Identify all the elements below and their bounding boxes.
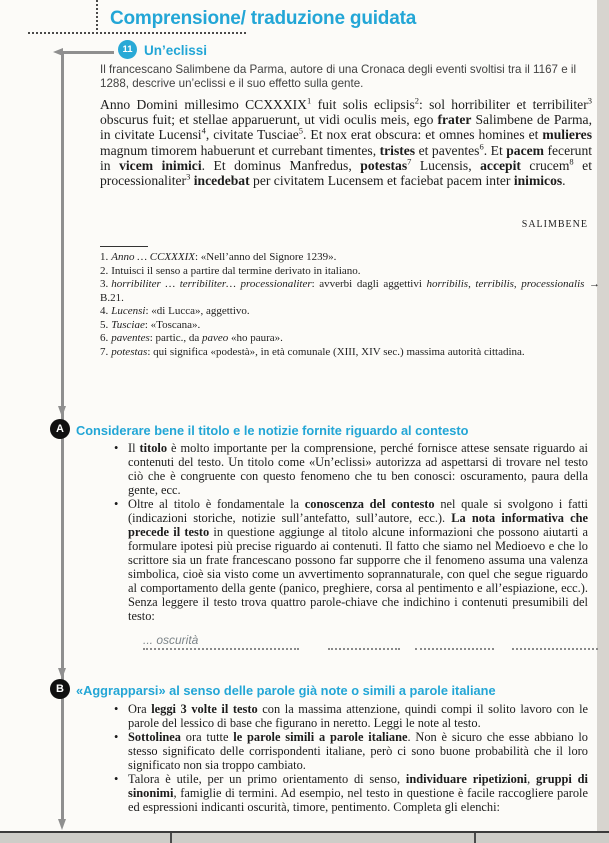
footnote-text: Lucensi: «di Lucca», aggettivo. bbox=[111, 305, 250, 317]
footnote-number: 2. bbox=[100, 264, 109, 277]
footnote-text: potestas: qui significa «podestà», in età comunale (XIII, XIV sec.) massima autorità cittadina. bbox=[111, 345, 525, 358]
fill-in-blank[interactable] bbox=[415, 633, 494, 650]
footnote-number: 5. bbox=[100, 318, 109, 331]
bullet-item bbox=[114, 441, 588, 497]
author-attribution: SALIMBENE bbox=[521, 219, 588, 230]
fill-in-prefilled-answer[interactable]: ... oscurità bbox=[143, 633, 299, 650]
bullet-item bbox=[114, 702, 588, 730]
page-edge-strip bbox=[597, 0, 609, 843]
footnote-number: 7. bbox=[100, 345, 109, 358]
bullet-marker: • bbox=[114, 441, 119, 455]
footnote bbox=[100, 319, 600, 333]
section-b-badge: B bbox=[50, 679, 70, 699]
latin-passage: Anno Domini millesimo CCXXXIX$^1$ fuit solis eclipsis$^2$: sol horribiliter et terribiliter$^3$ obscurus fuit; et stellae apparuerunt, ut vidi oculis meis, ego frater Salimbene de Parma, in civitate Lucensi$^4$, civitate Tusciae$^5$. Et nox erat obscura: et omnes homines et mulieres magnum timorem habuerunt et currebant timentes, tristes et paventes$^6$. Et pacem fecerunt in vicem inimici. Et dominus Manfredus, potestas$^7$ Lucensis, accepit crucem$^8$ et processionaliter$^3$ incedebat per civitatem Lucensem et faciebat pacem inter inimicos. bbox=[100, 95, 593, 189]
footnote-number: 1. bbox=[100, 251, 109, 263]
footnote-text: horribiliter … terribiliter… processionaliter: avverbi dagli aggettivi horribilis, terribilis, processionalis → B.21. bbox=[100, 278, 601, 304]
footnote bbox=[100, 332, 600, 346]
dotted-guide-horizontal bbox=[28, 32, 246, 34]
table-header-row bbox=[0, 831, 609, 843]
fill-in-blank[interactable] bbox=[328, 633, 400, 650]
bullet-text: Ora leggi 3 volte il testo con la massima attenzione, quindi compi il solito lavoro con le parole del lessico di base che figurano in neretto. Leggi le note al testo. bbox=[128, 702, 589, 730]
dotted-guide-vertical bbox=[96, 0, 98, 34]
bullet-marker: • bbox=[114, 772, 119, 786]
bullet-marker: • bbox=[114, 497, 119, 511]
bullet-text: Il titolo è molto importante per la comprensione, perché fornisce attese sensate riguardo ai contenuti del testo. Un titolo come «Un’eclissi» autorizza ad aspettarsi di trovare nel testo ciò che è congruente con questo fenomeno che tu ben conosci: oscuramento, paura della gente, ecc. bbox=[128, 441, 589, 497]
bullet-item bbox=[114, 772, 588, 814]
arrow-down-icon bbox=[58, 406, 66, 417]
table-header-cell bbox=[476, 833, 609, 843]
footnote bbox=[100, 251, 600, 265]
fill-in-blank[interactable] bbox=[512, 633, 598, 650]
bullet-item bbox=[114, 730, 588, 772]
footnote-text: Tusciae: «Toscana». bbox=[111, 318, 201, 331]
table-header-cell bbox=[172, 833, 476, 843]
footnote-number: 6. bbox=[100, 332, 109, 344]
footnote bbox=[100, 265, 600, 279]
exercise-number-badge: 11 bbox=[118, 40, 137, 59]
section-a-badge: A bbox=[50, 419, 70, 439]
section-a-bullet-list bbox=[114, 441, 588, 623]
flow-arrow-horizontal-line bbox=[62, 51, 114, 54]
footnote bbox=[100, 305, 600, 319]
footnote bbox=[100, 346, 600, 360]
arrow-down-icon bbox=[58, 668, 66, 679]
page-title: Comprensione/ traduzione guidata bbox=[110, 8, 417, 29]
bullet-item bbox=[114, 497, 588, 623]
footnote-text: paventes: partic., da paveo «ho paura». bbox=[111, 332, 283, 344]
bullet-marker: • bbox=[114, 730, 119, 744]
arrow-down-icon bbox=[58, 819, 66, 830]
table-header-cell bbox=[0, 833, 172, 843]
section-b-bullet-list bbox=[114, 702, 588, 814]
bullet-text: Talora è utile, per un primo orientamento di senso, individuare ripetizioni, gruppi di sinonimi, famiglie di termini. Ad esempio, nel testo in questione è facile raccogliere parole ed espressioni indicanti oscurità, timore, pentimento. Completa gli elenchi: bbox=[128, 772, 589, 814]
exercise-title: Un’eclissi bbox=[144, 43, 208, 58]
footnote bbox=[100, 278, 600, 305]
bullet-marker: • bbox=[114, 702, 119, 716]
footnote-number: 3. bbox=[100, 278, 109, 290]
footnote-text: Intuisci il senso a partire dal termine derivato in italiano. bbox=[111, 264, 361, 277]
footnote-list bbox=[100, 251, 600, 359]
bullet-text: Oltre al titolo è fondamentale la conoscenza del contesto nel quale si svolgono i fatti (indicazioni storiche, notizie sull’antefatto, sull’autore, ecc.). La nota informativa che precede il testo in questione aggiunge al titolo alcune informazioni che possono aiutarti a formulare ipotesi più precise riguardo ai contenuti. Il fatto che siamo nel Medioevo e che lo scrittore sia un frate francescano possono far supporre che il fenomeno assuma una valenza simbolica, cioè sia visto come un avvertimento soprannaturale, con quel che segue riguardo al comportamento della gente (panico, preghiere, corsa al pentimento e all’espiazione, ecc.). Senza leggere il testo trova quattro parole-chiave che indichino i contenuti presumibili del testo: bbox=[128, 497, 588, 623]
bullet-text: Sottolinea ora tutte le parole simili a parole italiane. Non è sicuro che esse abbiano lo stesso significato delle corrispondenti italiane, però ci sono buone probabilità che il loro significato non sia troppo cambiato. bbox=[128, 730, 588, 772]
footnote-number: 4. bbox=[100, 305, 109, 317]
footnote-text: Anno … CCXXXIX: «Nell’anno del Signore 1239». bbox=[111, 251, 337, 263]
exercise-intro: Il francescano Salimbene da Parma, autore di una Cronaca degli eventi svoltisi tra il 1167 e il 1288, descrive un’eclissi e il suo effetto sulla gente. bbox=[100, 63, 577, 90]
section-b-heading: «Aggrapparsi» al senso delle parole già note o simili a parole italiane bbox=[76, 683, 496, 698]
footnote-divider bbox=[100, 246, 148, 247]
section-a-heading: Considerare bene il titolo e le notizie fornite riguardo al contesto bbox=[76, 423, 469, 438]
